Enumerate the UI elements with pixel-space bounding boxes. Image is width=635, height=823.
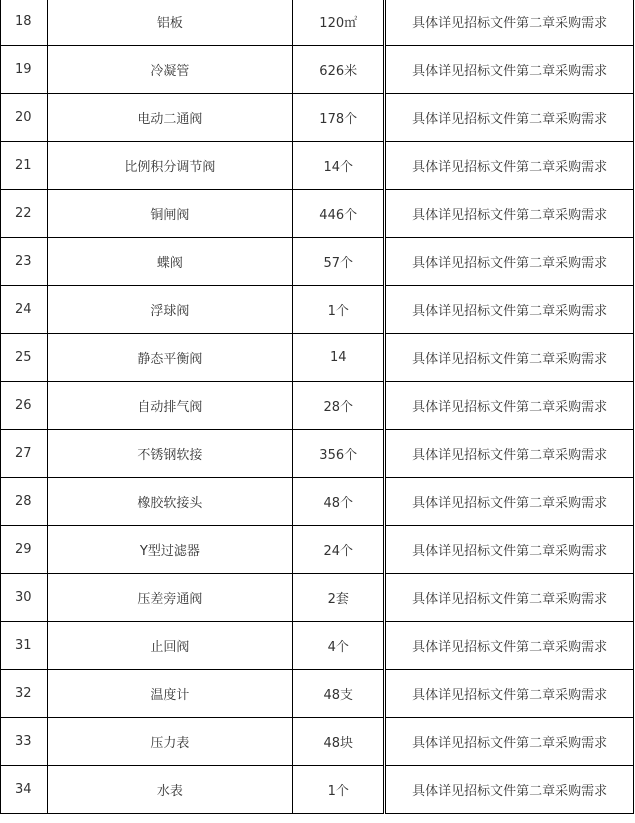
item-name: 压力表 [47,718,293,766]
item-quantity: 24个 [293,526,385,574]
item-requirement: 具体详见招标文件第二章采购需求 [385,526,634,574]
row-number: 30 [1,574,48,622]
item-name: 压差旁通阀 [47,574,293,622]
item-quantity: 48支 [293,670,385,718]
table-row [1,238,634,286]
table-row [1,142,634,190]
item-quantity: 446个 [293,190,385,238]
item-requirement: 具体详见招标文件第二章采购需求 [385,430,634,478]
item-name: 浮球阀 [47,286,293,334]
table-row [1,718,634,766]
item-requirement: 具体详见招标文件第二章采购需求 [385,382,634,430]
item-requirement: 具体详见招标文件第二章采购需求 [385,670,634,718]
item-quantity: 28个 [293,382,385,430]
row-number: 22 [1,190,48,238]
item-requirement: 具体详见招标文件第二章采购需求 [385,766,634,814]
table-row [1,190,634,238]
item-name: 水表 [47,766,293,814]
item-name: 橡胶软接头 [47,478,293,526]
table-row [1,46,634,94]
row-number: 18 [1,0,48,46]
item-quantity: 356个 [293,430,385,478]
table-row [1,382,634,430]
item-requirement: 具体详见招标文件第二章采购需求 [385,142,634,190]
item-requirement: 具体详见招标文件第二章采购需求 [385,478,634,526]
row-number: 33 [1,718,48,766]
item-name: 比例积分调节阀 [47,142,293,190]
row-number: 20 [1,94,48,142]
item-name: 不锈钢软接 [47,430,293,478]
row-number: 24 [1,286,48,334]
item-name: 铜闸阀 [47,190,293,238]
item-quantity: 2套 [293,574,385,622]
row-number: 28 [1,478,48,526]
table-row [1,622,634,670]
table-row [1,0,634,46]
item-name: 止回阀 [47,622,293,670]
item-quantity: 14 [293,334,385,382]
item-quantity: 178个 [293,94,385,142]
item-quantity: 626米 [293,46,385,94]
item-requirement: 具体详见招标文件第二章采购需求 [385,94,634,142]
item-quantity: 1个 [293,766,385,814]
table-row [1,94,634,142]
item-requirement: 具体详见招标文件第二章采购需求 [385,46,634,94]
item-quantity: 57个 [293,238,385,286]
table-row [1,334,634,382]
row-number: 23 [1,238,48,286]
item-name: 蝶阀 [47,238,293,286]
row-number: 19 [1,46,48,94]
row-number: 29 [1,526,48,574]
item-quantity: 120㎡ [293,0,385,46]
table-row [1,430,634,478]
item-requirement: 具体详见招标文件第二章采购需求 [385,0,634,46]
item-requirement: 具体详见招标文件第二章采购需求 [385,238,634,286]
item-quantity: 4个 [293,622,385,670]
table-row [1,286,634,334]
table-row [1,766,634,814]
row-number: 32 [1,670,48,718]
item-requirement: 具体详见招标文件第二章采购需求 [385,622,634,670]
item-name: 冷凝管 [47,46,293,94]
item-requirement: 具体详见招标文件第二章采购需求 [385,574,634,622]
row-number: 26 [1,382,48,430]
item-requirement: 具体详见招标文件第二章采购需求 [385,286,634,334]
item-quantity: 48块 [293,718,385,766]
item-name: 自动排气阀 [47,382,293,430]
table-row [1,526,634,574]
item-name: 电动二通阀 [47,94,293,142]
item-requirement: 具体详见招标文件第二章采购需求 [385,718,634,766]
procurement-table-body [1,0,634,814]
item-name: 温度计 [47,670,293,718]
table-row [1,574,634,622]
row-number: 31 [1,622,48,670]
item-requirement: 具体详见招标文件第二章采购需求 [385,190,634,238]
item-quantity: 14个 [293,142,385,190]
item-quantity: 48个 [293,478,385,526]
row-number: 34 [1,766,48,814]
item-quantity: 1个 [293,286,385,334]
item-requirement: 具体详见招标文件第二章采购需求 [385,334,634,382]
row-number: 21 [1,142,48,190]
item-name: Y型过滤器 [47,526,293,574]
table-row [1,478,634,526]
item-name: 静态平衡阀 [47,334,293,382]
row-number: 27 [1,430,48,478]
row-number: 25 [1,334,48,382]
table-row [1,670,634,718]
item-name: 铝板 [47,0,293,46]
